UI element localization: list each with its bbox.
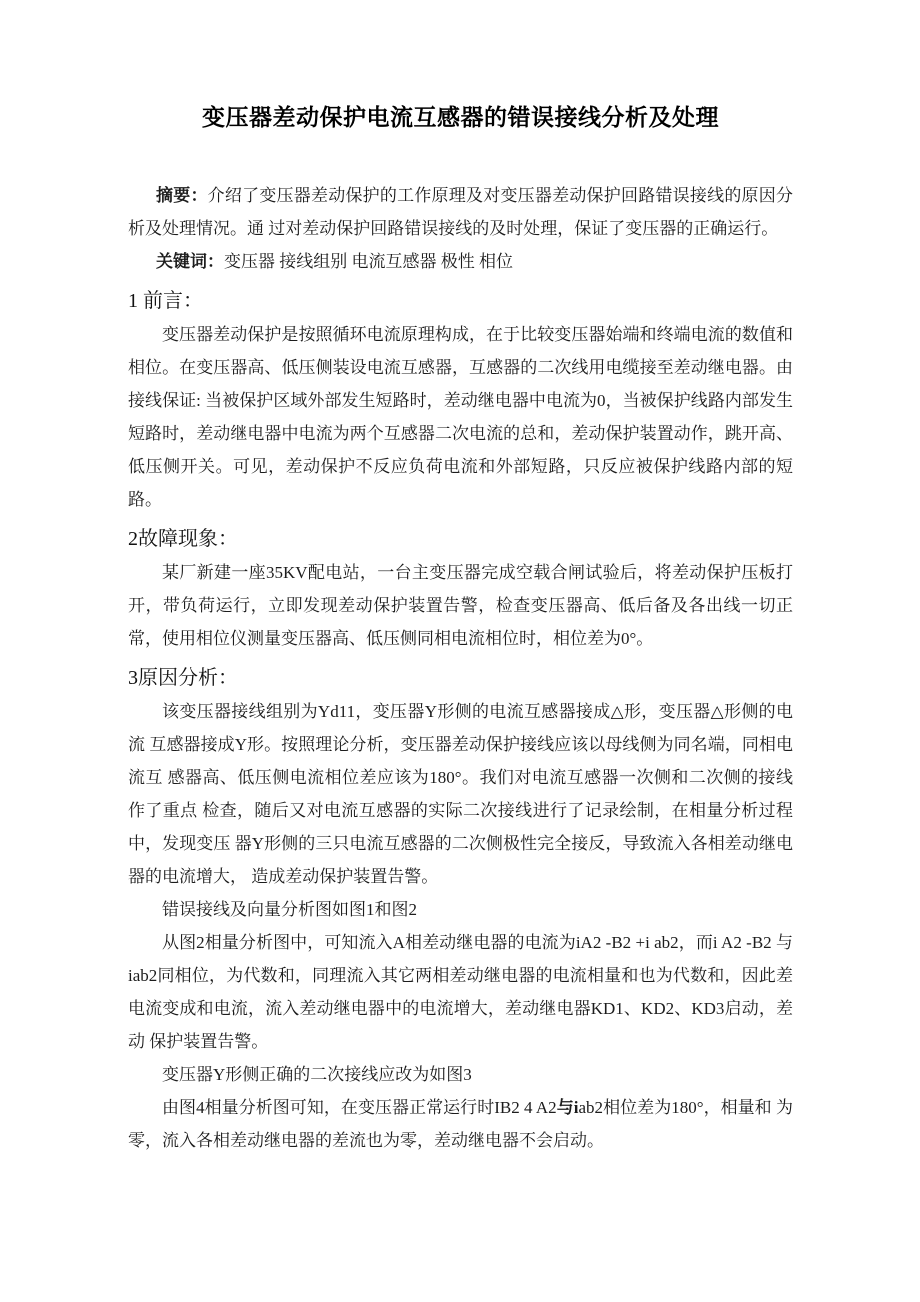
body-paragraph: 某厂新建一座35KV配电站，一台主变压器完成空载合闸试验后，将差动保护压板打开，带负荷运行，立即发现差动保护装置告警，检查变压器高、低后备及各出线一切正常，使用相位仪测量变压器高、低压侧同相电流相位时，相位差为0°。 <box>128 563 793 648</box>
section-heading-cause-analysis: 3原因分析： <box>128 667 238 689</box>
page-title: 变压器差动保护电流互感器的错误接线分析及处理 <box>202 104 719 130</box>
body-paragraph: 变压器Y形侧正确的二次接线应改为如图3 <box>162 1065 472 1084</box>
final-paragraph-post: ab2相位差为180°，相量和 为零，流入各相差动继电器的差流也为零，差动继电器不会启动。 <box>128 1098 794 1150</box>
body-paragraph: 该变压器接线组别为Yd11，变压器Y形侧的电流互感器接成△形，变压器△形侧的电流 互感器接成Y形。按照理论分析，变压器差动保护接线应该以母线侧为同名端，同相电流互 感器高、低压侧电流相位差应该为180°。我们对电流互感器一次侧和二次侧的接线作了重点 检查，随后又对电流互感器的实际二次接线进行了记录绘制，在相量分析过程中，发现变压 器Y形侧的三只电流互感器的二次侧极性完全接反，导致流入各相差动继电器的电流增大， 造成差动保护装置告警。 <box>128 702 793 886</box>
body-paragraph: 变压器差动保护是按照循环电流原理构成，在于比较变压器始端和终端电流的数值和相位。在变压器高、低压侧装设电流互感器，互感器的二次线用电缆接至差动继电器。由接线保证: 当被保护区域外部发生短路时，差动继电器中电流为0，当被保护线路内部发生短路时，差动继电器中电流为两个互感器二次电流的总和，差动保护装置动作，跳开高、低压侧开关。可见，差动保护不反应负荷电流和外部短路，只反应被保护线路内部的短路。 <box>128 325 793 509</box>
section-heading-foreword: 1 前言： <box>128 290 203 312</box>
keywords-text: 变压器 接线组别 电流互感器 极性 相位 <box>224 252 513 271</box>
abstract-text: 介绍了变压器差动保护的工作原理及对变压器差动保护回路错误接线的原因分析及处理情况。通 过对差动保护回路错误接线的及时处理，保证了变压器的正确运行。 <box>128 186 794 238</box>
body-paragraph <box>128 1091 793 1157</box>
final-paragraph-bold: 与i <box>556 1098 579 1117</box>
section-heading-fault-phenomenon: 2故障现象： <box>128 528 238 550</box>
abstract-paragraph <box>128 179 793 245</box>
body-paragraph: 从图2相量分析图中，可知流入A相差动继电器的电流为iA2 -B2 +i ab2，而i A2 -B2 与iab2同相位，为代数和，同理流入其它两相差动继电器的电流相量和也为代数和，因此差 电流变成和电流，流入差动继电器中的电流增大，差动继电器KD1、KD2、KD3启动，差动 保护装置告警。 <box>128 933 793 1051</box>
keywords-paragraph <box>128 245 793 278</box>
body-paragraph: 错误接线及向量分析图如图1和图2 <box>162 900 417 919</box>
final-paragraph-pre: 由图4相量分析图可知，在变压器正常运行时IB2 4 A2 <box>162 1098 557 1117</box>
keywords-label: 关键词： <box>156 252 224 271</box>
abstract-label: 摘要： <box>156 186 208 205</box>
